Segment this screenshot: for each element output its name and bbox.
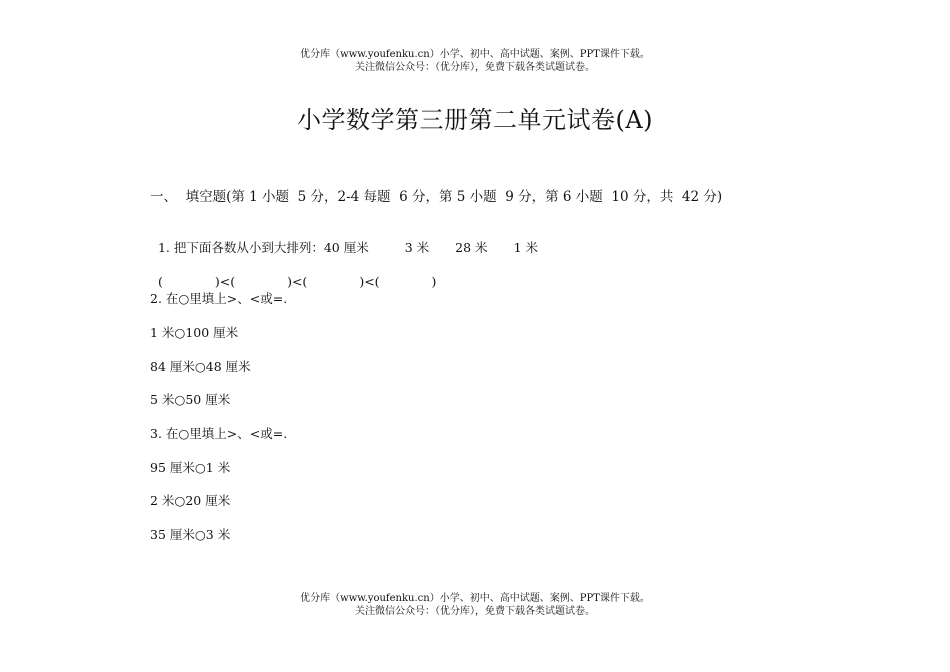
page-header <box>0 48 950 74</box>
question-1-item-2: 3 米 <box>404 240 430 255</box>
question-1-answer-blanks <box>150 258 436 290</box>
question-1-text: 1. 把下面各数从小到大排列：40 厘米 <box>157 240 369 255</box>
blank-separator-1: )<( <box>214 274 236 289</box>
header-line-2: 关注微信公众号：（优分库），免费下载各类试题试卷。 <box>355 62 595 73</box>
question-3-item: 95 厘米○1 米 <box>150 460 231 475</box>
page-footer <box>0 592 950 618</box>
footer-line-2: 关注微信公众号：（优分库），免费下载各类试题试卷。 <box>355 606 595 617</box>
blank-separator-2: )<( <box>287 274 308 289</box>
question-1-item-4: 1 米 <box>513 240 538 255</box>
blank-close-paren: ) <box>431 274 437 289</box>
header-line-1: 优分库（www.youfenku.cn）小学、初中、高中试题、案例、PPT课件下载。 <box>300 49 650 60</box>
question-2-item: 1 米○100 厘米 <box>150 325 239 340</box>
question-2-item: 5 米○50 厘米 <box>150 392 231 407</box>
question-2-prompt: 2. 在○里填上>、<或=. <box>150 291 288 306</box>
blank-separator-3: )<( <box>359 274 380 289</box>
question-1-item-3: 28 米 <box>455 240 488 255</box>
question-1-prompt <box>150 224 538 256</box>
question-3-item: 35 厘米○3 米 <box>150 527 231 542</box>
blank-open-paren: ( <box>157 274 163 289</box>
page-title: 小学数学第三册第二单元试卷(A) <box>296 106 654 134</box>
question-3-item: 2 米○20 厘米 <box>150 493 231 508</box>
footer-line-1: 优分库（www.youfenku.cn）小学、初中、高中试题、案例、PPT课件下载。 <box>300 593 650 604</box>
question-3-prompt: 3. 在○里填上>、<或=. <box>150 426 288 441</box>
section-heading-fill-in: 一、 填空题(第 1 小题 5 分，2-4 每题 6 分，第 5 小题 9 分，第 6 小题 10 分，共 42 分) <box>150 189 723 205</box>
question-2-item: 84 厘米○48 厘米 <box>150 359 251 374</box>
